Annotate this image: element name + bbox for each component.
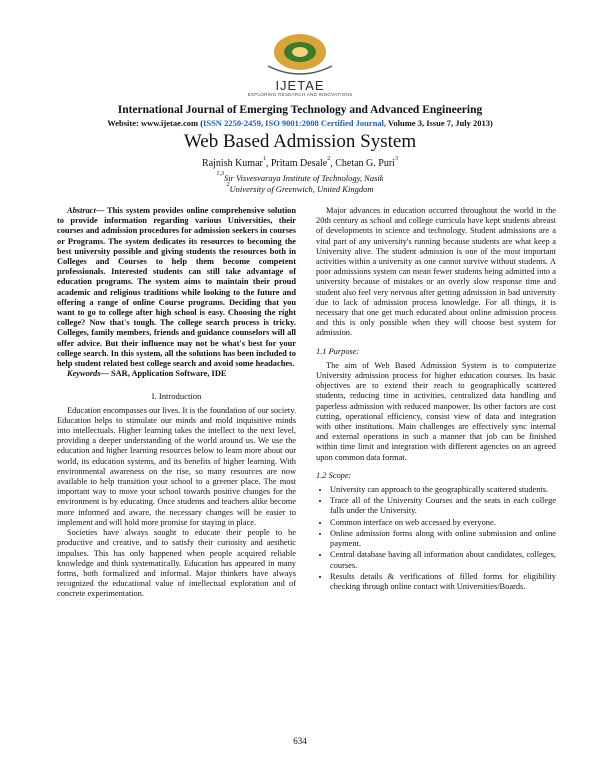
page-number: 634 [293, 736, 307, 746]
abstract [57, 206, 296, 369]
affiliation-text: Sir Visvesvaraya Institute of Technology, Nasik [223, 173, 384, 183]
subsection-heading-purpose: 1.1 Purpose: [316, 346, 360, 356]
journal-name: International Journal of Emerging Technology and Advanced Engineering [117, 104, 483, 116]
scope-list-item: • Online admission forms along with online submission and online payment. [330, 529, 556, 549]
author-name: Pritam Desale [270, 158, 328, 169]
author-name: Rajnish Kumar [202, 158, 263, 169]
logo-tagline: EXPLORING RESEARCH AND INNOVATIONS [247, 92, 353, 97]
affiliation-text: University of Greenwich, United Kingdom [229, 184, 374, 194]
scope-list-item: • Central database having all information about candidates, colleges, courses. [330, 550, 556, 570]
left-column [57, 206, 296, 600]
paper-title: Web Based Admission System [183, 131, 417, 152]
affiliation-1 [0, 173, 600, 183]
author-name: Chetan G. Puri [335, 158, 395, 169]
author-sup: 1 [262, 156, 266, 162]
abstract-lead: Abstract— [67, 206, 105, 215]
intro-paragraph-1: Education encompasses our lives. It is the foundation of our society. Education helps to stimulate our minds and mold inquisitive minds into intellectuals. Higher learning takes the intellect to the next level, providing a deeper understanding of the world around us. We use the education and higher learning resources below to learn more about our world, its education systems, and its benefits of higher learning. With environmental awareness on the rise, so many resources are now available to help transition your school to a greener place. The most important way to move your school towards positive changes for the environment is by educating. Once students and teachers alike become more informed and aware, the necessary changes will be easier to implement and will hold more promise for staying in place. [57, 405, 296, 527]
scope-list-item: • Trace all of the University Courses and the seats in each college falls under the University. [330, 496, 556, 516]
subsection-heading-scope: 1.2 Scope: [316, 470, 352, 480]
intro-paragraph-2: Societies have always sought to educate their people to be productive and creative, and to satisfy their curiosity and aesthetic impulses. This has only happened when people acquired reliable knowledge and think systematically. Education has appeared in many forms, both formalized and informal. Major thinkers have always recognized the educational value of intellectual exploration and of concrete experimentation. [57, 528, 296, 599]
author-sup: 3 [394, 156, 398, 162]
website-prefix: Website: www.ijetae.com ( [107, 118, 204, 128]
section-heading-introduction: I. Introduction [151, 391, 202, 402]
affiliation-sup: 2 [226, 182, 230, 188]
scope-list-item: • Common interface on web accessed by everyone. [330, 518, 556, 528]
scope-list [316, 485, 556, 592]
keywords-lead: Keywords— [67, 369, 109, 379]
keywords-text: SAR, Application Software, IDE [108, 369, 227, 379]
scope-list-item: • University can approach to the geographically scattered students. [330, 485, 556, 495]
affiliation-2 [0, 184, 600, 194]
abstract-text: This system provides online comprehensive solution to provide information regarding various Universities, their courses and admission procedures for admission seekers in courses or Programs. The system dedicates its resources to becoming the best university possible and giving students the resources both in Colleges and Courses to help them become competent professionals. Interested students can still take advantage of education programs. The system aims to maintain their proud academic and religious traditions while looking to the future and offering a range of online Course programs. Deciding that you want to go to college after high school is easy. Choosing the right college? Now that's tough. The college search process is tricky. Colleges, family members, friends and guidance counselors will all offer advice. But their influence may not be what's best for your college search. In this system, all the solutions has been included to help student related best college search and avoid some headaches. [57, 206, 296, 369]
logo-wordmark: IJETAE [275, 78, 325, 93]
purpose-paragraph: The aim of Web Based Admission System is to computerize University admission process for higher education courses. Its basic objectives are to extend their reach to geographically scattered students, reducing time in activities, centralized data handling and paperless admission with reduced manpower. Its other factors are cost cutting, operational efficiency, consist view of data and integration with other institutions. Main challenges are effectively sync internal and external operations in such a manner that job can be finished within time limit and integration with different agencies on an agreed upon common data format. [316, 360, 556, 462]
intro-paragraph-3: Major advances in education occurred throughout the world in the 20th century as school and college curricula have kept students abreast of developments in science and technology. Student admissions are a vital part of any university's running because students are what keep a University alive. The student admission is one of the most important activities within a university as one cannot survive without students. A poor admissions system can mean fewer students being admitted into a university because of mistakes or an overly slow response time and student also feel very nervous after getting admission in bad university due to lack of admission process knowledge. For all things, it is necessary that one get much educated about online admission process and this is only possible when they will choose best system for admission. [316, 206, 556, 338]
journal-website-line [0, 118, 600, 128]
right-column [316, 206, 556, 593]
author-sup: 2 [327, 156, 331, 162]
authors-line: Rajnish Kumar$^1$, Pritam Desale$^2$, Chetan G. Puri$^3$ [202, 156, 398, 169]
affiliation-sup: 1,3 [216, 171, 224, 177]
website-suffix: Volume 3, Issue 7, July 2013) [386, 118, 493, 128]
keywords [57, 369, 296, 379]
website-issn: ISSN 2250-2459, ISO 9001:2008 Certified Journal, [203, 118, 387, 128]
scope-list-item: • Results details & verifications of filled forms for eligibility checking through online contact with Universities/Boards. [330, 572, 556, 592]
